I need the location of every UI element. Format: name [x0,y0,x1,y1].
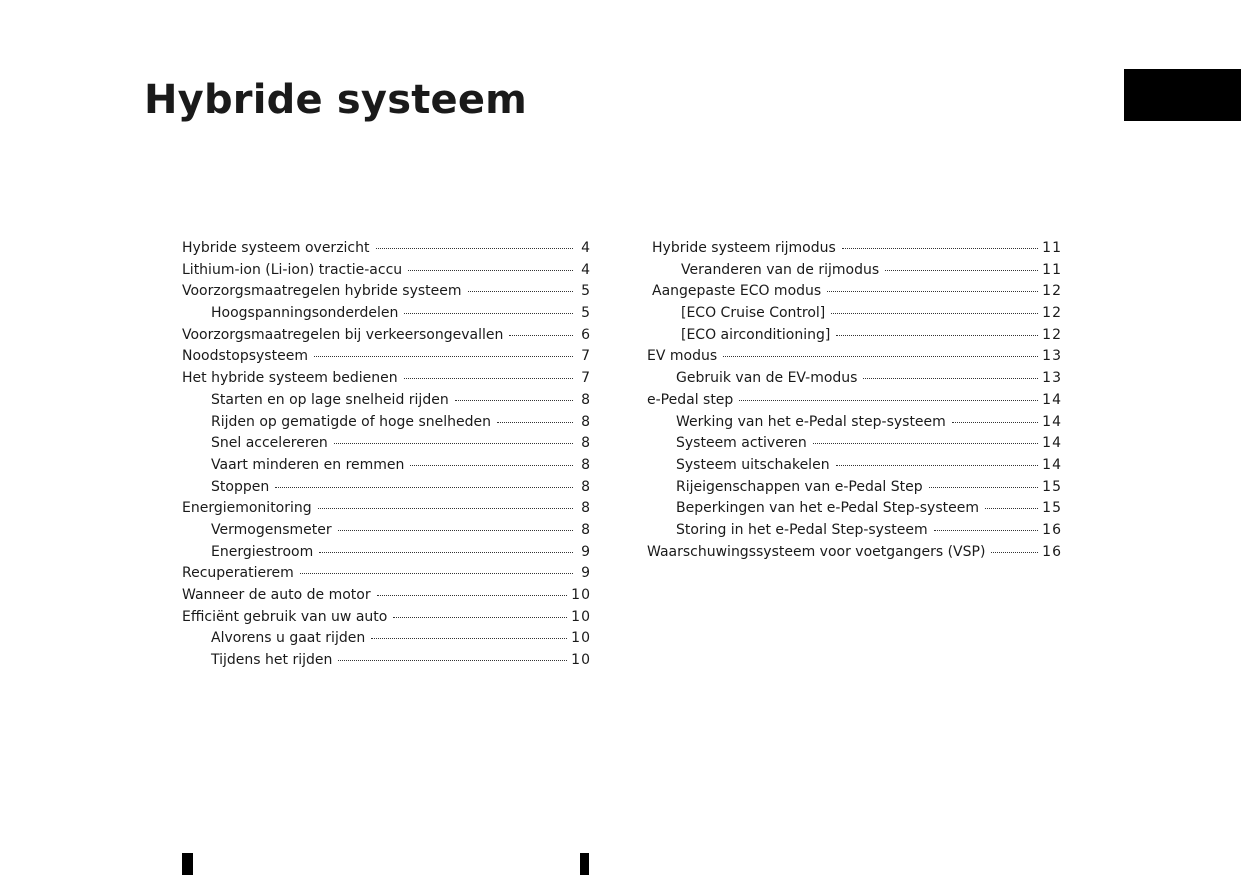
toc-entry[interactable] [647,305,1062,327]
toc-entry-label: Wanneer de auto de motor [182,587,371,603]
toc-entry[interactable] [647,479,1062,501]
toc-leader-dots [318,508,573,509]
toc-entry[interactable] [182,609,591,631]
toc-entry-label: Veranderen van de rijmodus [681,261,880,278]
toc-entry-page: 8 [581,413,591,430]
toc-leader-dots [929,487,1039,488]
toc-entry[interactable] [647,240,1062,262]
toc-entry[interactable] [647,457,1062,479]
toc-leader-dots [827,291,1038,292]
toc-leader-dots [497,422,573,423]
toc-entry-page: 10 [571,587,591,603]
toc-leader-dots [842,248,1038,249]
page-title: Hybride systeem [144,76,528,123]
toc-leader-dots [985,508,1038,509]
toc-entry-label: Het hybride systeem bedienen [182,370,398,387]
toc-leader-dots [813,443,1038,444]
toc-entry-page: 5 [581,283,591,300]
toc-entry-label: Energiestroom [211,543,314,560]
toc-entry[interactable] [647,544,1062,566]
toc-leader-dots [468,291,573,292]
toc-entry[interactable] [647,522,1062,544]
toc-entry-label: Vermogensmeter [211,521,332,538]
toc-leader-dots [408,270,573,271]
toc-entry[interactable] [182,652,591,674]
toc-entry[interactable] [182,500,591,522]
toc-entry[interactable] [182,327,591,349]
toc-entry[interactable] [647,370,1062,392]
toc-entry-page: 12 [1042,305,1062,322]
toc-leader-dots [831,313,1038,314]
toc-entry-page: 15 [1042,478,1062,495]
toc-leader-dots [934,530,1039,531]
toc-entry-page: 11 [1042,261,1062,278]
toc-entry[interactable] [647,283,1062,305]
toc-entry[interactable] [182,435,591,457]
toc-leader-dots [863,378,1038,379]
toc-entry-page: 14 [1042,413,1062,430]
toc-entry-label: Systeem uitschakelen [676,456,830,473]
toc-entry-page: 11 [1042,240,1062,256]
toc-entry-page: 10 [571,630,591,647]
toc-leader-dots [509,335,573,336]
toc-entry-label: Recuperatierem [182,565,294,582]
toc-entry-label: Voorzorgsmaatregelen bij verkeersongevallen [182,326,504,343]
toc-entry[interactable] [647,392,1062,414]
toc-entry-label: Waarschuwingssysteem voor voetgangers (VSP) [647,543,986,560]
toc-entry[interactable] [647,262,1062,284]
toc-entry-label: Werking van het e-Pedal step-systeem [676,413,946,430]
toc-entry[interactable] [182,544,591,566]
toc-entry-label: Stoppen [211,478,270,495]
toc-leader-dots [334,443,573,444]
toc-leader-dots [410,465,573,466]
toc-entry[interactable] [182,457,591,479]
toc-entry-page: 16 [1042,521,1062,538]
toc-entry[interactable] [182,283,591,305]
toc-entry[interactable] [182,370,591,392]
toc-entry-label: Voorzorgsmaatregelen hybride systeem [182,283,462,300]
toc-entry-page: 7 [581,348,591,365]
toc-entry-page: 5 [581,305,591,322]
toc-entry-label: Snel accelereren [211,435,328,452]
toc-leader-dots [338,530,573,531]
toc-leader-dots [991,552,1038,553]
toc-entry-page: 10 [571,652,591,669]
toc-entry[interactable] [182,587,591,609]
toc-entry[interactable] [647,435,1062,457]
toc-entry-page: 6 [581,326,591,343]
toc-leader-dots [723,356,1038,357]
toc-entry-page: 4 [581,240,591,256]
toc-entry-label: Rijeigenschappen van e-Pedal Step [676,478,923,495]
toc-entry[interactable] [182,630,591,652]
toc-entry-label: Hoogspanningsonderdelen [211,305,399,322]
toc-leader-dots [319,552,573,553]
toc-entry-label: Storing in het e-Pedal Step-systeem [676,521,928,538]
toc-entry-page: 8 [581,435,591,452]
toc-leader-dots [371,638,567,639]
toc-entry[interactable] [647,414,1062,436]
toc-entry-page: 13 [1042,348,1062,365]
toc-leader-dots [314,356,573,357]
toc-entry[interactable] [647,327,1062,349]
toc-entry[interactable] [182,522,591,544]
toc-entry-label: Noodstopsysteem [182,348,308,365]
toc-entry-label: Aangepaste ECO modus [652,283,822,300]
toc-entry-page: 15 [1042,500,1062,517]
toc-left-column [182,240,591,674]
toc-entry-label: [ECO Cruise Control] [681,305,826,322]
toc-entry[interactable] [182,565,591,587]
toc-entry-page: 12 [1042,326,1062,343]
toc-entry-label: e-Pedal step [647,391,734,408]
toc-entry-page: 14 [1042,391,1062,408]
toc-entry-page: 14 [1042,456,1062,473]
toc-entry-page: 12 [1042,283,1062,300]
toc-entry-page: 8 [581,521,591,538]
crop-mark-right [580,853,589,875]
toc-entry-page: 8 [581,478,591,495]
toc-entry-page: 4 [581,261,591,278]
toc-leader-dots [404,313,573,314]
section-tab [1124,69,1241,121]
toc-entry-label: Efficiënt gebruik van uw auto [182,608,388,625]
toc-entry-label: Alvorens u gaat rijden [211,630,366,647]
toc-entry[interactable] [647,500,1062,522]
toc-leader-dots [275,487,573,488]
toc-leader-dots [376,248,574,249]
toc-entry[interactable] [182,479,591,501]
toc-leader-dots [300,573,573,574]
toc-entry-page: 9 [581,543,591,560]
toc-entry-page: 10 [571,608,591,625]
toc-entry-page: 8 [581,391,591,408]
toc-entry-label: Gebruik van de EV-modus [676,370,858,387]
toc-entry-label: Beperkingen van het e-Pedal Step-systeem [676,500,979,517]
toc-leader-dots [455,400,573,401]
toc-right-column [647,240,1062,565]
toc-entry[interactable] [182,262,591,284]
toc-leader-dots [739,400,1038,401]
toc-entry-page: 7 [581,370,591,387]
toc-entry[interactable] [647,348,1062,370]
toc-leader-dots [885,270,1038,271]
toc-entry-label: Starten en op lage snelheid rijden [211,391,449,408]
toc-entry[interactable] [182,305,591,327]
toc-leader-dots [836,335,1038,336]
toc-entry-page: 9 [581,565,591,582]
toc-entry-page: 8 [581,456,591,473]
toc-entry-label: Systeem activeren [676,435,807,452]
toc-leader-dots [404,378,573,379]
toc-entry-label: Lithium-ion (Li-ion) tractie-accu [182,261,403,278]
toc-entry-label: Hybride systeem rijmodus [652,240,836,256]
toc-entry-label: Tijdens het rijden [211,652,333,669]
toc-entry-page: 14 [1042,435,1062,452]
toc-entry-page: 13 [1042,370,1062,387]
toc-entry-page: 16 [1042,543,1062,560]
toc-entry-label: Hybride systeem overzicht [182,240,370,256]
toc-entry-page: 8 [581,500,591,517]
toc-entry-label: EV modus [647,348,718,365]
toc-entry[interactable] [182,392,591,414]
toc-entry-label: Rijden op gematigde of hoge snelheden [211,413,492,430]
toc-entry-label: Vaart minderen en remmen [211,456,405,473]
toc-entry-label: [ECO airconditioning] [681,326,831,343]
toc-entry[interactable] [182,240,591,262]
toc-leader-dots [338,660,567,661]
toc-entry[interactable] [182,348,591,370]
toc-leader-dots [393,617,567,618]
toc-entry[interactable] [182,414,591,436]
toc-leader-dots [952,422,1038,423]
crop-mark-left [182,853,193,875]
toc-entry-label: Energiemonitoring [182,500,312,517]
toc-leader-dots [836,465,1039,466]
toc-leader-dots [377,595,568,596]
